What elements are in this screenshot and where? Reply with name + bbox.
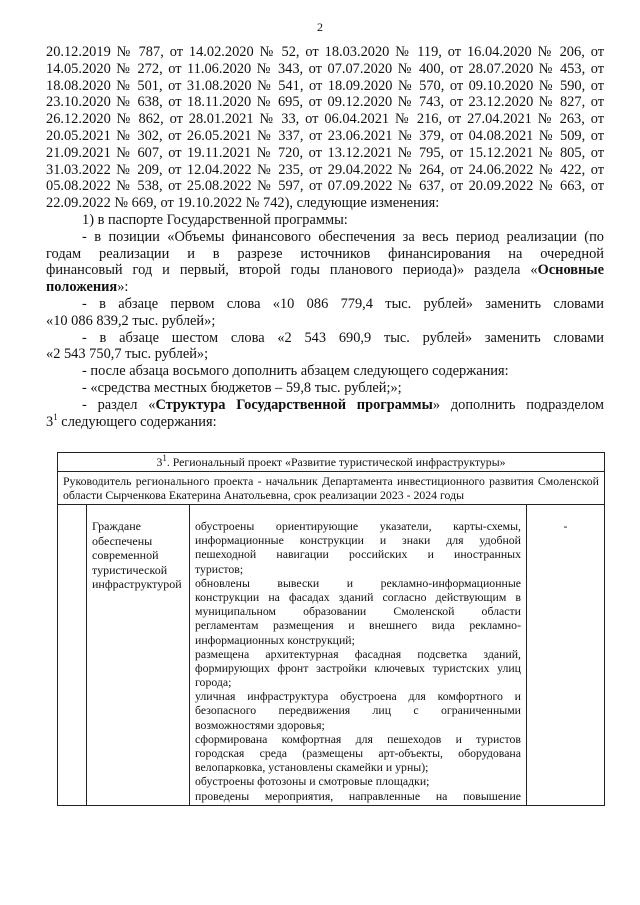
decree-list-line: 23.10.2020 № 638, от 18.11.2020 № 695, от 09.12.2020 № 743, от 23.12.2020 № 827, от xyxy=(46,94,604,111)
section-structure-bold: Структура Государственной программы xyxy=(155,396,433,413)
task-cell xyxy=(87,505,190,806)
task-line: инфраструктурой xyxy=(92,577,182,591)
result-line: города; xyxy=(195,675,232,690)
decree-list-line: 20.05.2021 № 302, от 26.05.2021 № 337, от 23.06.2021 № 379, от 04.08.2021 № 509, от xyxy=(46,127,604,144)
result-line: конструкции на фасадах зданий согласно действующим в xyxy=(195,589,521,604)
position-tail: »: xyxy=(117,279,129,296)
result-line: обустроены фотозоны и смотровые площадки; xyxy=(195,774,430,789)
result-line: информационные конструкции и знаки для удобной xyxy=(195,533,521,548)
task-line: обеспечены xyxy=(92,533,153,548)
amendment-text xyxy=(46,44,604,430)
decree-list-paragraph xyxy=(46,44,604,212)
result-line: велопарковка, установлены скамейки и урны); xyxy=(195,760,429,775)
regional-project-table xyxy=(57,452,605,806)
result-line: сформирована комфортная для пешеходов и туристов xyxy=(195,731,521,746)
item-1-passport: 1) в паспорте Государственной программы: xyxy=(82,211,348,228)
position-line-3-text: финансовый год и первый, второй годы планового периода)» раздела « xyxy=(46,262,538,279)
decree-list-line: 05.08.2022 № 538, от 25.08.2022 № 597, от 07.09.2022 № 637, от 20.09.2022 № 663, от xyxy=(46,178,604,195)
abzac-1-line-1: - в абзаце первом слова «10 086 779,4 тыс. рублей» заменить словами xyxy=(82,295,604,312)
subsection-sup: 1 xyxy=(53,411,58,422)
table-title-text: . Региональный проект «Развитие туристической инфраструктуры» xyxy=(166,455,506,469)
table-title-sup: 1 xyxy=(162,453,167,464)
abzac-6-line-1: - в абзаце шестом слова «2 543 690,9 тыс. рублей» заменить словами xyxy=(82,329,604,346)
table-data-row xyxy=(58,505,605,806)
result-line: формирующих фронт застройки ключевых туристских улиц xyxy=(195,660,521,675)
abzac-1-line-2: «10 086 839,2 тыс. рублей»; xyxy=(46,312,216,329)
position-line-4 xyxy=(46,279,604,296)
subsection-tail: следующего содержания: xyxy=(57,413,217,430)
result-line: уличная инфраструктура обустроена для комфортного и xyxy=(195,689,521,704)
table-title-cell xyxy=(58,453,605,472)
abzac-6-line-2: «2 543 750,7 тыс. рублей»; xyxy=(46,346,209,363)
page-number: 2 xyxy=(317,20,323,34)
indicator-cell: - xyxy=(527,505,605,806)
result-line: возможностями здоровья; xyxy=(195,717,325,732)
result-line: информационных конструкций; xyxy=(195,632,355,647)
result-line: проведены мероприятия, направленные на повышение xyxy=(195,788,521,803)
table-title-number: 3 xyxy=(156,455,163,469)
after-abzac-8: - после абзаца восьмого дополнить абзацем следующего содержания: xyxy=(82,363,509,380)
decree-list-line: 14.05.2020 № 272, от 11.06.2020 № 343, от 07.07.2020 № 400, от 28.07.2020 № 453, от xyxy=(46,60,604,77)
decree-list-line: 22.09.2022 № 669, от 19.10.2022 № 742), следующие изменения: xyxy=(46,195,440,212)
position-line-1: - в позиции «Объемы финансового обеспечения за весь период реализации (по xyxy=(82,228,604,245)
position-line-3 xyxy=(46,262,604,279)
section-pre: - раздел « xyxy=(82,396,156,413)
section-name-bold-2: положения xyxy=(46,279,118,296)
result-line: обновлены вывески и рекламно-информационные xyxy=(195,575,521,590)
result-line: размещена архитектурная фасадная подсветка зданий, xyxy=(195,646,521,661)
decree-list-line: 21.09.2021 № 607, от 19.11.2021 № 720, от 13.12.2021 № 795, от 15.12.2021 № 805, от xyxy=(46,144,604,161)
task-line: современной xyxy=(92,548,159,562)
decree-list-line: 18.08.2020 № 501, от 31.08.2020 № 541, от 18.09.2020 № 570, от 09.10.2020 № 590, от xyxy=(46,77,604,94)
table-empty-cell xyxy=(58,505,87,806)
section-structure-line xyxy=(46,397,604,414)
subsection-line xyxy=(46,411,604,431)
section-name-bold: Основные xyxy=(537,262,604,279)
result-line: городская среда (размещены арт-объекты, оборудована xyxy=(195,746,521,760)
task-line: Граждане xyxy=(92,519,141,533)
task-line: туристической xyxy=(92,562,168,577)
section-post: » дополнить подразделом xyxy=(432,396,604,413)
table-lead-cell: Руководитель регионального проекта - начальник Департамента инвестиционного развития Смоленской области Сырченкова Екатерина Анатольевна, срок реализации 2023 - 2024 годы xyxy=(58,472,605,505)
result-line: пешеходной навигации российских и иностранных xyxy=(195,547,521,562)
result-line: туристов; xyxy=(195,561,244,576)
result-line: муниципальном образовании Смоленской области xyxy=(195,604,521,619)
local-budget-line: - «средства местных бюджетов – 59,8 тыс. рублей;»; xyxy=(82,379,402,396)
result-line: обустроены ориентирующие указатели, карты-схемы, xyxy=(195,519,521,533)
position-line-2: годам реализации и в разрезе источников финансирования на очередной xyxy=(46,245,604,262)
table-lead-row xyxy=(58,472,605,505)
result-line: регламентам размещения и внешнего вида рекламно- xyxy=(195,618,521,633)
table-title-row xyxy=(58,453,605,472)
decree-list-line: 31.03.2022 № 209, от 12.04.2022 № 235, от 29.04.2022 № 264, от 24.06.2022 № 422, от xyxy=(46,161,604,178)
subsection-number: 3 xyxy=(46,413,54,430)
decree-list-line: 26.12.2020 № 862, от 28.01.2021 № 33, от 06.04.2021 № 216, от 27.04.2021 № 263, от xyxy=(46,111,604,128)
result-line: безопасного передвижения лиц с ограниченными xyxy=(195,703,521,718)
decree-list-line: 20.12.2019 № 787, от 14.02.2020 № 52, от 18.03.2020 № 119, от 16.04.2020 № 206, от xyxy=(46,44,604,60)
results-cell xyxy=(190,505,527,806)
